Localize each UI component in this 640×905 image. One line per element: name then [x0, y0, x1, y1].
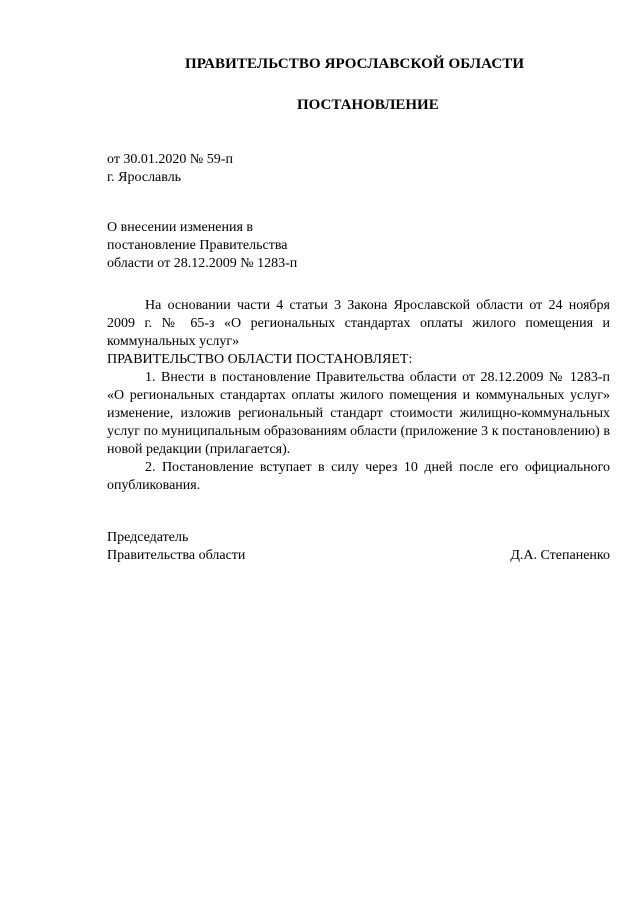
item-2-paragraph: 2. Постановление вступает в силу через 10 дней после его официального опубликования.	[107, 460, 610, 493]
city: г. Ярославль	[107, 170, 182, 185]
subject-line-2: постановление Правительства	[107, 238, 288, 253]
resolves-line: ПРАВИТЕЛЬСТВО ОБЛАСТИ ПОСТАНОВЛЯЕТ:	[107, 352, 413, 367]
preamble-paragraph: На основании части 4 статьи 3 Закона Ярославской области от 24 ноября 2009 г. № 65-з «О региональных стандартах оплаты жилого помещения и коммунальных услуг»	[107, 298, 610, 349]
date-number: от 30.01.2020 № 59-п	[107, 152, 233, 167]
document-subject	[107, 219, 367, 273]
subject-line-1: О внесении изменения в	[107, 220, 253, 235]
government-title: ПРАВИТЕЛЬСТВО ЯРОСЛАВСКОЙ ОБЛАСТИ	[185, 56, 525, 72]
item-1-paragraph: 1. Внести в постановление Правительства области от 28.12.2009 № 1283-п «О региональных стандартах оплаты жилого помещения и коммунальных услуг» изменение, изложив региональный стандарт стоимости жилищно-коммунальных услуг по муниципальным образованиям области (приложение 3 к постановлению) в новой редакции (прилагается).	[107, 370, 610, 457]
signer-title-line-1: Председатель	[107, 530, 189, 545]
document-type-heading: ПОСТАНОВЛЕНИЕ	[297, 97, 439, 113]
document-body	[107, 297, 610, 495]
subject-line-3: области от 28.12.2009 № 1283-п	[107, 256, 298, 271]
signature-block	[107, 529, 610, 565]
document-meta	[107, 151, 407, 187]
signer-title-line-2: Правительства области	[107, 548, 246, 563]
signer-name: Д.А. Степаненко	[510, 548, 610, 563]
